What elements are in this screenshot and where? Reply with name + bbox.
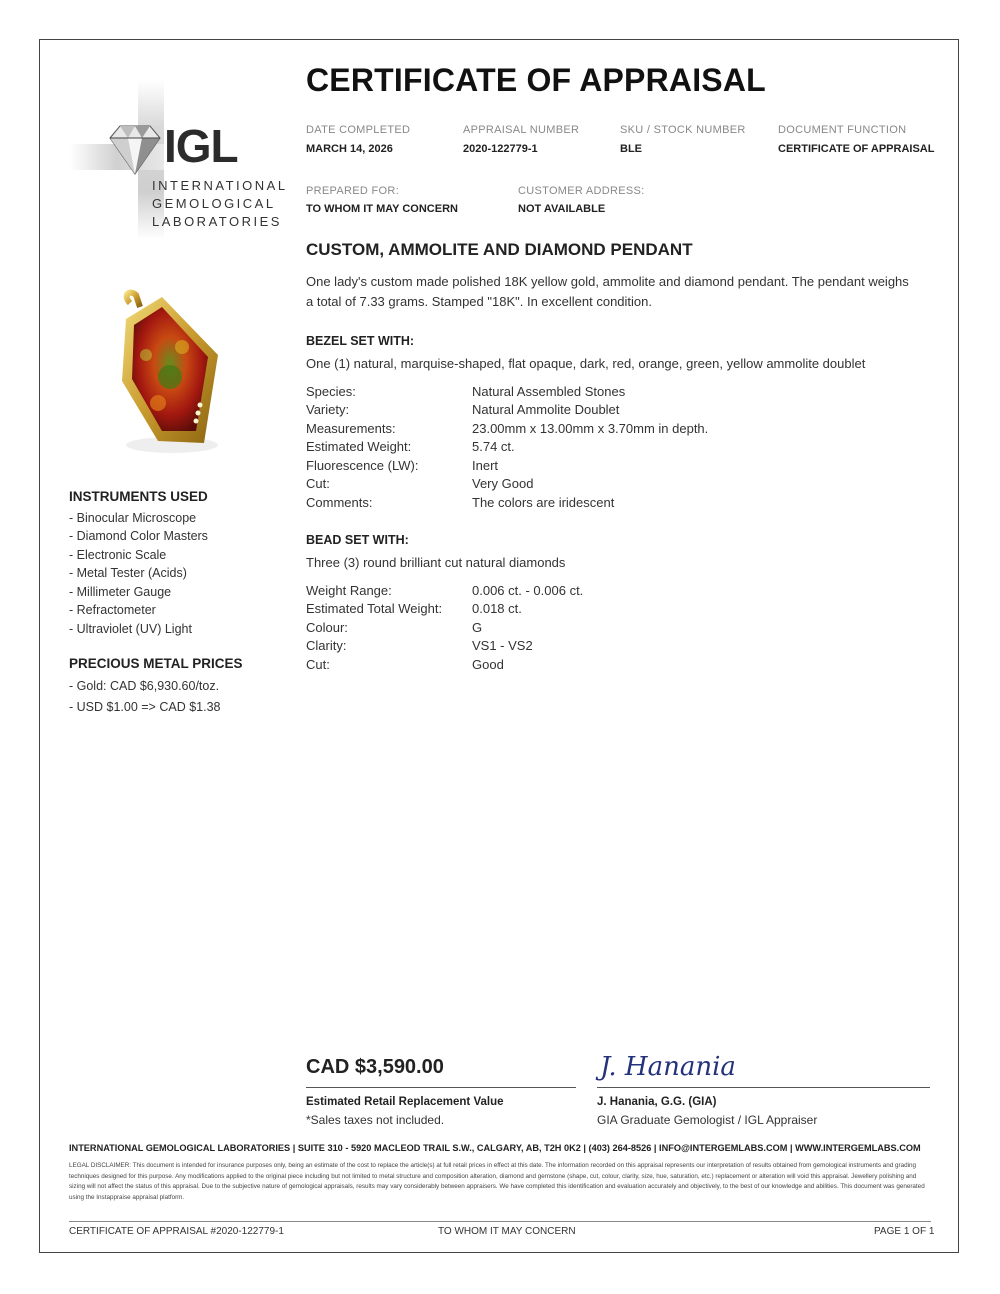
bezel-row-value: Very Good [472,476,534,491]
instrument-item: - Ultraviolet (UV) Light [69,622,192,636]
bezel-row-key: Species: [306,384,356,399]
logo-line-3: LABORATORIES [152,214,282,229]
logo-line-1: INTERNATIONAL [152,178,288,193]
instrument-item: - Millimeter Gauge [69,585,172,599]
appraised-value: CAD $3,590.00 [306,1056,444,1078]
bezel-row-value: The colors are iridescent [472,495,615,510]
prepared-for-label: PREPARED FOR: [306,185,399,197]
bezel-row-key: Measurements: [306,421,396,436]
item-description-line-2: a total of 7.33 grams. Stamped "18K". In excellent condition. [306,294,652,309]
instrument-item: - Binocular Microscope [69,511,197,525]
bead-row-key: Weight Range: [306,583,392,598]
appraiser-title: GIA Graduate Gemologist / IGL Appraiser [597,1113,818,1127]
footer-recipient: TO WHOM IT MAY CONCERN [438,1226,576,1237]
bezel-heading: BEZEL SET WITH: [306,334,415,348]
signature-line [597,1087,930,1088]
date-value: MARCH 14, 2026 [306,143,393,155]
item-description-line-1: One lady's custom made polished 18K yellow gold, ammolite and diamond pendant. The pendant weighs [306,274,909,289]
instrument-item: - Metal Tester (Acids) [69,566,187,580]
footer-certificate-id: CERTIFICATE OF APPRAISAL #2020-122779-1 [69,1226,284,1237]
bezel-summary: One (1) natural, marquise-shaped, flat opaque, dark, red, orange, green, yellow ammolite doublet [306,356,866,371]
tax-note: *Sales taxes not included. [306,1113,445,1127]
item-description [306,272,946,312]
bezel-row-value: Natural Assembled Stones [472,384,626,399]
bead-row-key: Estimated Total Weight: [306,601,443,616]
customer-address-label: CUSTOMER ADDRESS: [518,185,645,197]
igl-logo [70,80,288,240]
bezel-row-key: Comments: [306,495,373,510]
bead-row-value: 0.018 ct. [472,601,522,616]
page-title: CERTIFICATE OF APPRAISAL [306,62,766,98]
logo-abbr: IGL [164,120,238,172]
instruments-heading: INSTRUMENTS USED [69,489,208,504]
bead-row-value: VS1 - VS2 [472,638,533,653]
metal-price-item: - Gold: CAD $6,930.60/toz. [69,679,220,693]
bezel-row-key: Variety: [306,402,350,417]
sku-label: SKU / STOCK NUMBER [620,124,746,136]
logo-line-2: GEMOLOGICAL [152,196,276,211]
footer-page-number: PAGE 1 OF 1 [874,1226,935,1237]
metal-prices-heading: PRECIOUS METAL PRICES [69,656,243,671]
bead-summary: Three (3) round brilliant cut natural diamonds [306,555,566,570]
value-label: Estimated Retail Replacement Value [306,1096,504,1108]
bead-row-value: 0.006 ct. - 0.006 ct. [472,583,584,598]
instrument-item: - Electronic Scale [69,548,167,562]
legal-disclaimer: LEGAL DISCLAIMER: This document is intended for insurance purposes only, being an estimate of the cost to replace the article(s) at full retail prices in effect at this date. The information recorded on this appraisal represents our interpretation of results obtained from gemological instruments and grading techniques designed for this purpose. Any modifications applied to the original piece including but not limited to metal structure and composition alteration, diamond and gemstone (shape, cut, colour, clarity, size, hue, saturation, etc.) replacement or alteration will void this appraisal. Jewellery polishing and sizing will not affect the status of this appraisal. Due to the subjective nature of gemological appraisals, results may vary considerably between appraisers. We have completed this identification and evaluation accurately and objectively, to the best of our knowledge and abilities. This document was generated using the Instappraise appraisal platform. [69,1162,925,1201]
bezel-row-value: 23.00mm x 13.00mm x 3.70mm in depth. [472,421,709,436]
customer-address-value: NOT AVAILABLE [518,203,606,215]
bezel-row-value: Natural Ammolite Doublet [472,402,620,417]
document-function-value: CERTIFICATE OF APPRAISAL [778,143,935,155]
bead-row-key: Colour: [306,620,348,635]
bead-row-key: Clarity: [306,638,347,653]
bezel-row-value: Inert [472,458,499,473]
bead-heading: BEAD SET WITH: [306,533,409,547]
instrument-item: - Refractometer [69,603,156,617]
item-title: CUSTOM, AMMOLITE AND DIAMOND PENDANT [306,240,693,259]
bead-row-key: Cut: [306,657,330,672]
metal-price-item: - USD $1.00 => CAD $1.38 [69,700,221,714]
signature-script: J. Hanania [600,1052,736,1082]
prepared-for-value: TO WHOM IT MAY CONCERN [306,203,458,215]
bezel-row-value: 5.74 ct. [472,439,515,454]
appraisal-number-value: 2020-122779-1 [463,143,538,155]
bead-row-value: G [472,620,483,635]
footer-divider [69,1221,931,1222]
instrument-item: - Diamond Color Masters [69,529,208,543]
date-label: DATE COMPLETED [306,124,411,136]
pendant-photo [100,285,240,460]
value-divider [306,1087,576,1088]
document-function-label: DOCUMENT FUNCTION [778,124,907,136]
lab-address: INTERNATIONAL GEMOLOGICAL LABORATORIES | SUITE 310 - 5920 MACLEOD TRAIL S.W., CALGARY, AB, T2H 0K2 | (403) 264-8526 | INFO@INTERGEMLABS.COM | WWW.INTERGEMLABS.COM [69,1143,921,1153]
bezel-row-key: Estimated Weight: [306,439,412,454]
bezel-row-key: Fluorescence (LW): [306,458,419,473]
bezel-row-key: Cut: [306,476,330,491]
bead-row-value: Good [472,657,504,672]
appraiser-name: J. Hanania, G.G. (GIA) [597,1096,717,1108]
appraisal-number-label: APPRAISAL NUMBER [463,124,580,136]
sku-value: BLE [620,143,642,155]
